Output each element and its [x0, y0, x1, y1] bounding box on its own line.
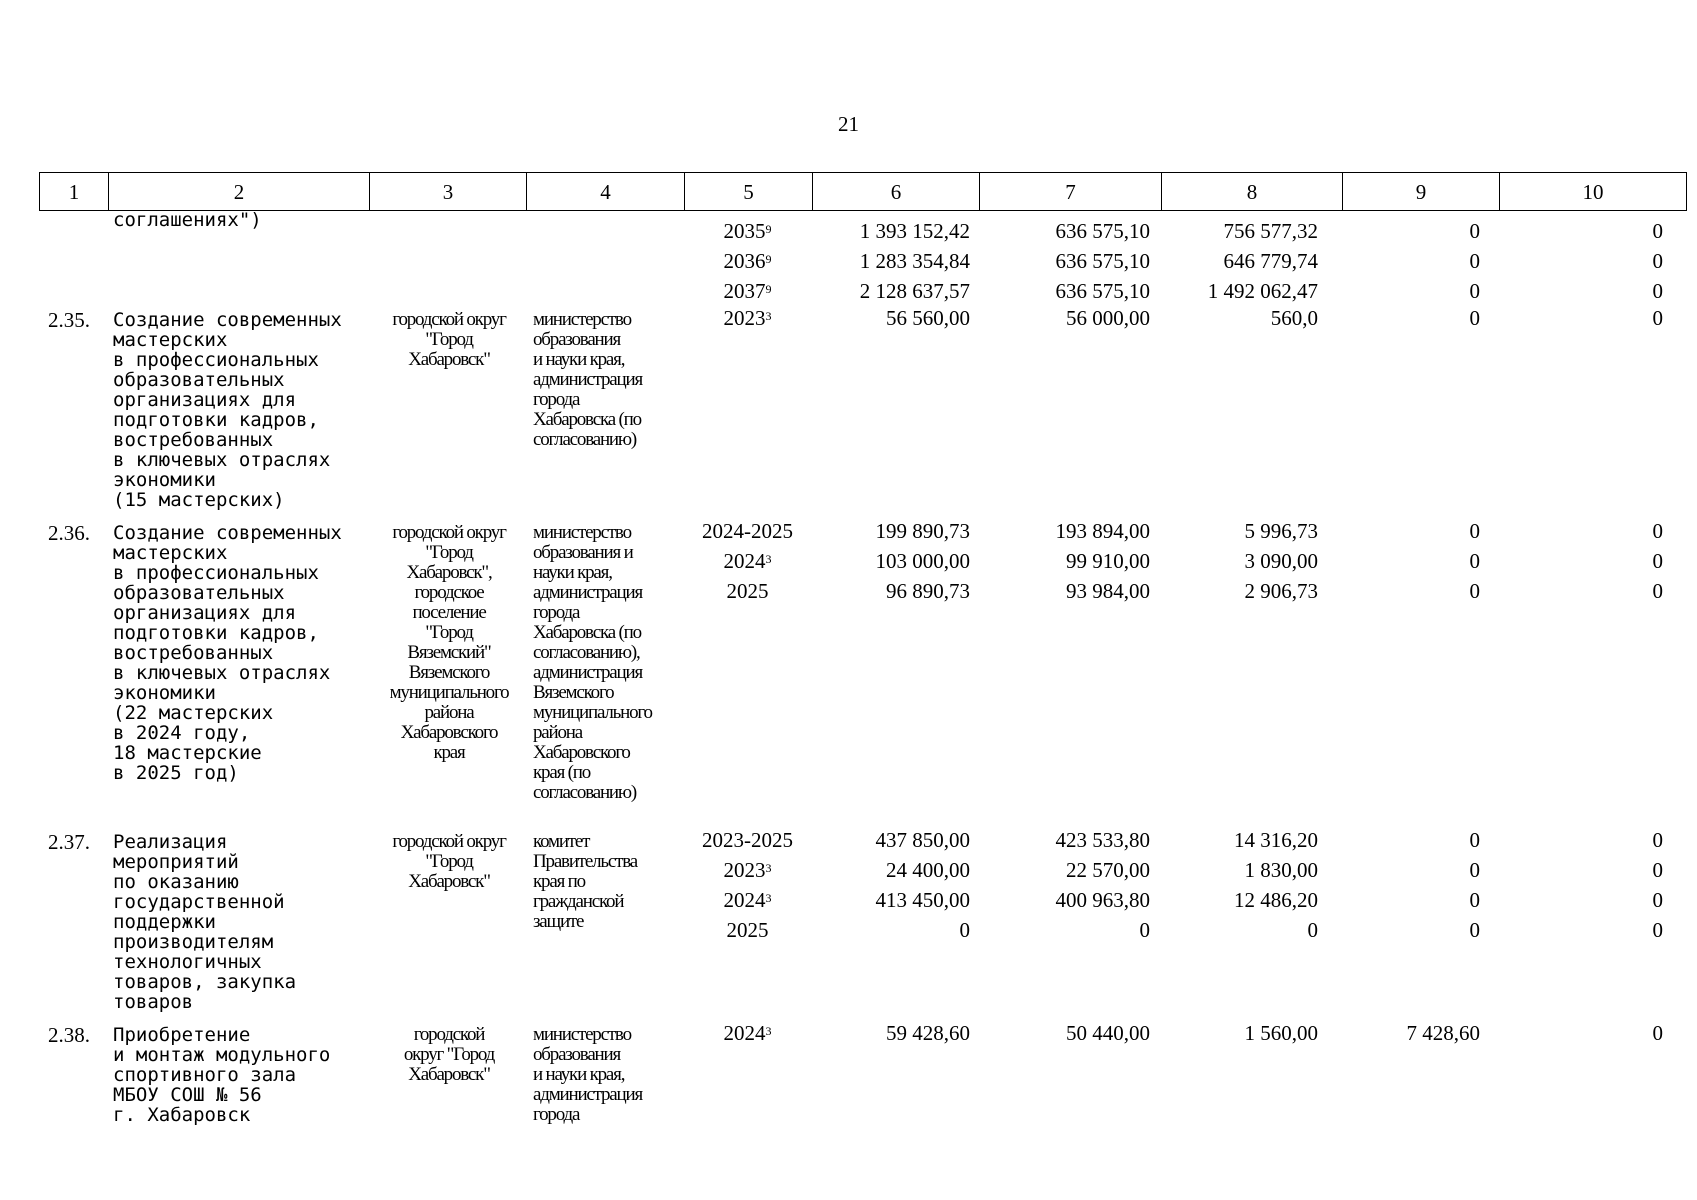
header-col-7: 7 [980, 173, 1162, 210]
year-cell: 2023-2025 [702, 828, 793, 852]
financing-line [0, 219, 1697, 249]
federal-cell: 423 533,80 [1055, 828, 1150, 852]
local-cell: 0 [1469, 858, 1480, 882]
financing-line [0, 858, 1697, 888]
row-responsible: министерство образования и науки края, администрация города Хабаровска (по согласованию), администрация Вяземского муниципального района Хабаровского края (по согласованию) [533, 522, 652, 803]
total-cell: 413 450,00 [875, 888, 970, 912]
row-executor: городской округ "Город Хабаровск" [392, 831, 506, 892]
row-name: Создание современных мастерских в профессиональных образовательных организациях для подготовки кадров, востребованных в ключевых отраслях экономики (15 мастерских) [113, 309, 342, 511]
financing-line [0, 279, 1697, 309]
row-number: 2.35. [48, 308, 90, 332]
financing-line [0, 888, 1697, 918]
header-col-10: 10 [1582, 180, 1604, 204]
total-cell: 0 [959, 918, 970, 942]
financing-line [0, 918, 1697, 948]
financing-line [0, 249, 1697, 279]
row-number: 2.36. [48, 521, 90, 545]
regional-cell: 0 [1307, 918, 1318, 942]
total-cell: 59 428,60 [886, 1021, 970, 1045]
row-responsible: комитет Правительства края по гражданской защите [533, 831, 637, 932]
financing-line [0, 828, 1697, 858]
regional-cell: 1 830,00 [1244, 858, 1318, 882]
federal-cell: 93 984,00 [1066, 579, 1150, 603]
header-col-2: 2 [109, 173, 370, 210]
year-cell: 2024$^3$ [723, 1021, 772, 1045]
row-number: 2.38. [48, 1023, 90, 1047]
header-col-3: 3 [370, 173, 527, 210]
header-col-1: 1 [40, 173, 109, 210]
federal-cell: 0 [1139, 918, 1150, 942]
federal-cell: 636 575,10 [1055, 249, 1150, 273]
financing-lines [0, 219, 1697, 309]
regional-cell: 2 906,73 [1244, 579, 1318, 603]
year-cell: 2024$^3$ [723, 888, 772, 912]
row-responsible: министерство образования и науки края, администрация города [533, 1024, 643, 1125]
other-cell: 0 [1652, 1021, 1663, 1045]
total-cell: 56 560,00 [886, 306, 970, 330]
total-cell: 96 890,73 [886, 579, 970, 603]
local-cell: 0 [1469, 519, 1480, 543]
total-cell: 1 283 354,84 [859, 249, 970, 273]
year-cell: 2023$^3$ [723, 858, 772, 882]
total-cell: 103 000,00 [875, 549, 970, 573]
other-cell: 0 [1652, 219, 1663, 243]
federal-cell: 56 000,00 [1066, 306, 1150, 330]
federal-cell: 99 910,00 [1066, 549, 1150, 573]
total-cell: 437 850,00 [875, 828, 970, 852]
local-cell: 0 [1469, 579, 1480, 603]
local-cell: 0 [1469, 828, 1480, 852]
year-cell: 2023$^3$ [723, 306, 772, 330]
other-cell: 0 [1652, 279, 1663, 303]
year-cell: 2025 [726, 918, 769, 942]
financing-lines [0, 306, 1697, 336]
regional-cell: 14 316,20 [1234, 828, 1318, 852]
year-cell: 2024-2025 [702, 519, 793, 543]
header-col-9: 9 [1343, 173, 1500, 210]
other-cell: 0 [1652, 306, 1663, 330]
federal-cell: 50 440,00 [1066, 1021, 1150, 1045]
financing-line [0, 549, 1697, 579]
row-responsible: министерство образования и науки края, администрация города Хабаровска (по согласованию) [533, 309, 643, 450]
financing-line [0, 579, 1697, 609]
other-cell: 0 [1652, 549, 1663, 573]
local-cell: 0 [1469, 549, 1480, 573]
row-name: соглашениях") [113, 209, 262, 231]
other-cell: 0 [1652, 858, 1663, 882]
local-cell: 0 [1469, 279, 1480, 303]
header-col-8: 8 [1162, 173, 1343, 210]
row-number: 2.37. [48, 830, 90, 854]
local-cell: 0 [1469, 249, 1480, 273]
other-cell: 0 [1652, 249, 1663, 273]
local-cell: 7 428,60 [1406, 1021, 1480, 1045]
other-cell: 0 [1652, 519, 1663, 543]
regional-cell: 3 090,00 [1244, 549, 1318, 573]
financing-line [0, 519, 1697, 549]
row-name: Реализация мероприятий по оказанию государственной поддержки производителям технологичных товаров, закупка товаров [113, 831, 297, 1013]
row-executor: городской округ "Город Хабаровск", городское поселение "Город Вяземский" Вяземского муниципального района Хабаровского края [389, 522, 509, 763]
local-cell: 0 [1469, 918, 1480, 942]
other-cell: 0 [1652, 579, 1663, 603]
federal-cell: 636 575,10 [1055, 279, 1150, 303]
year-cell: 2025 [726, 579, 769, 603]
total-cell: 24 400,00 [886, 858, 970, 882]
federal-cell: 400 963,80 [1055, 888, 1150, 912]
row-executor: городской округ "Город Хабаровск" [403, 1024, 495, 1085]
page-number: 21 [838, 112, 859, 136]
regional-cell: 5 996,73 [1244, 519, 1318, 543]
financing-lines [0, 1021, 1697, 1051]
regional-cell: 1 492 062,47 [1207, 279, 1318, 303]
federal-cell: 193 894,00 [1055, 519, 1150, 543]
regional-cell: 560,0 [1270, 306, 1318, 330]
local-cell: 0 [1469, 219, 1480, 243]
header-col-6: 6 [813, 173, 980, 210]
header-col-5: 5 [685, 173, 813, 210]
regional-cell: 756 577,32 [1223, 219, 1318, 243]
financing-line [0, 1021, 1697, 1051]
federal-cell: 636 575,10 [1055, 219, 1150, 243]
other-cell: 0 [1652, 828, 1663, 852]
federal-cell: 22 570,00 [1066, 858, 1150, 882]
financing-line [0, 306, 1697, 336]
financing-lines [0, 519, 1697, 609]
table-header [39, 172, 1687, 211]
year-cell: 2024$^3$ [723, 549, 772, 573]
row-name: Приобретение и монтаж модульного спортивного зала МБОУ СОШ № 56 г. Хабаровск [113, 1024, 331, 1126]
year-cell: 2036$^9$ [723, 249, 772, 273]
total-cell: 199 890,73 [875, 519, 970, 543]
other-cell: 0 [1652, 918, 1663, 942]
total-cell: 1 393 152,42 [859, 219, 970, 243]
year-cell: 2035$^9$ [723, 219, 772, 243]
year-cell: 2037$^9$ [723, 279, 772, 303]
other-cell: 0 [1652, 888, 1663, 912]
total-cell: 2 128 637,57 [859, 279, 970, 303]
local-cell: 0 [1469, 888, 1480, 912]
regional-cell: 12 486,20 [1234, 888, 1318, 912]
local-cell: 0 [1469, 306, 1480, 330]
row-name: Создание современных мастерских в профессиональных образовательных организациях для подготовки кадров, востребованных в ключевых отраслях экономики (22 мастерских в 2024 году, 18 мастерские в 2025 год) [113, 522, 342, 784]
regional-cell: 1 560,00 [1244, 1021, 1318, 1045]
header-col-4: 4 [527, 173, 685, 210]
row-executor: городской округ "Город Хабаровск" [392, 309, 506, 370]
regional-cell: 646 779,74 [1223, 249, 1318, 273]
financing-lines [0, 828, 1697, 948]
